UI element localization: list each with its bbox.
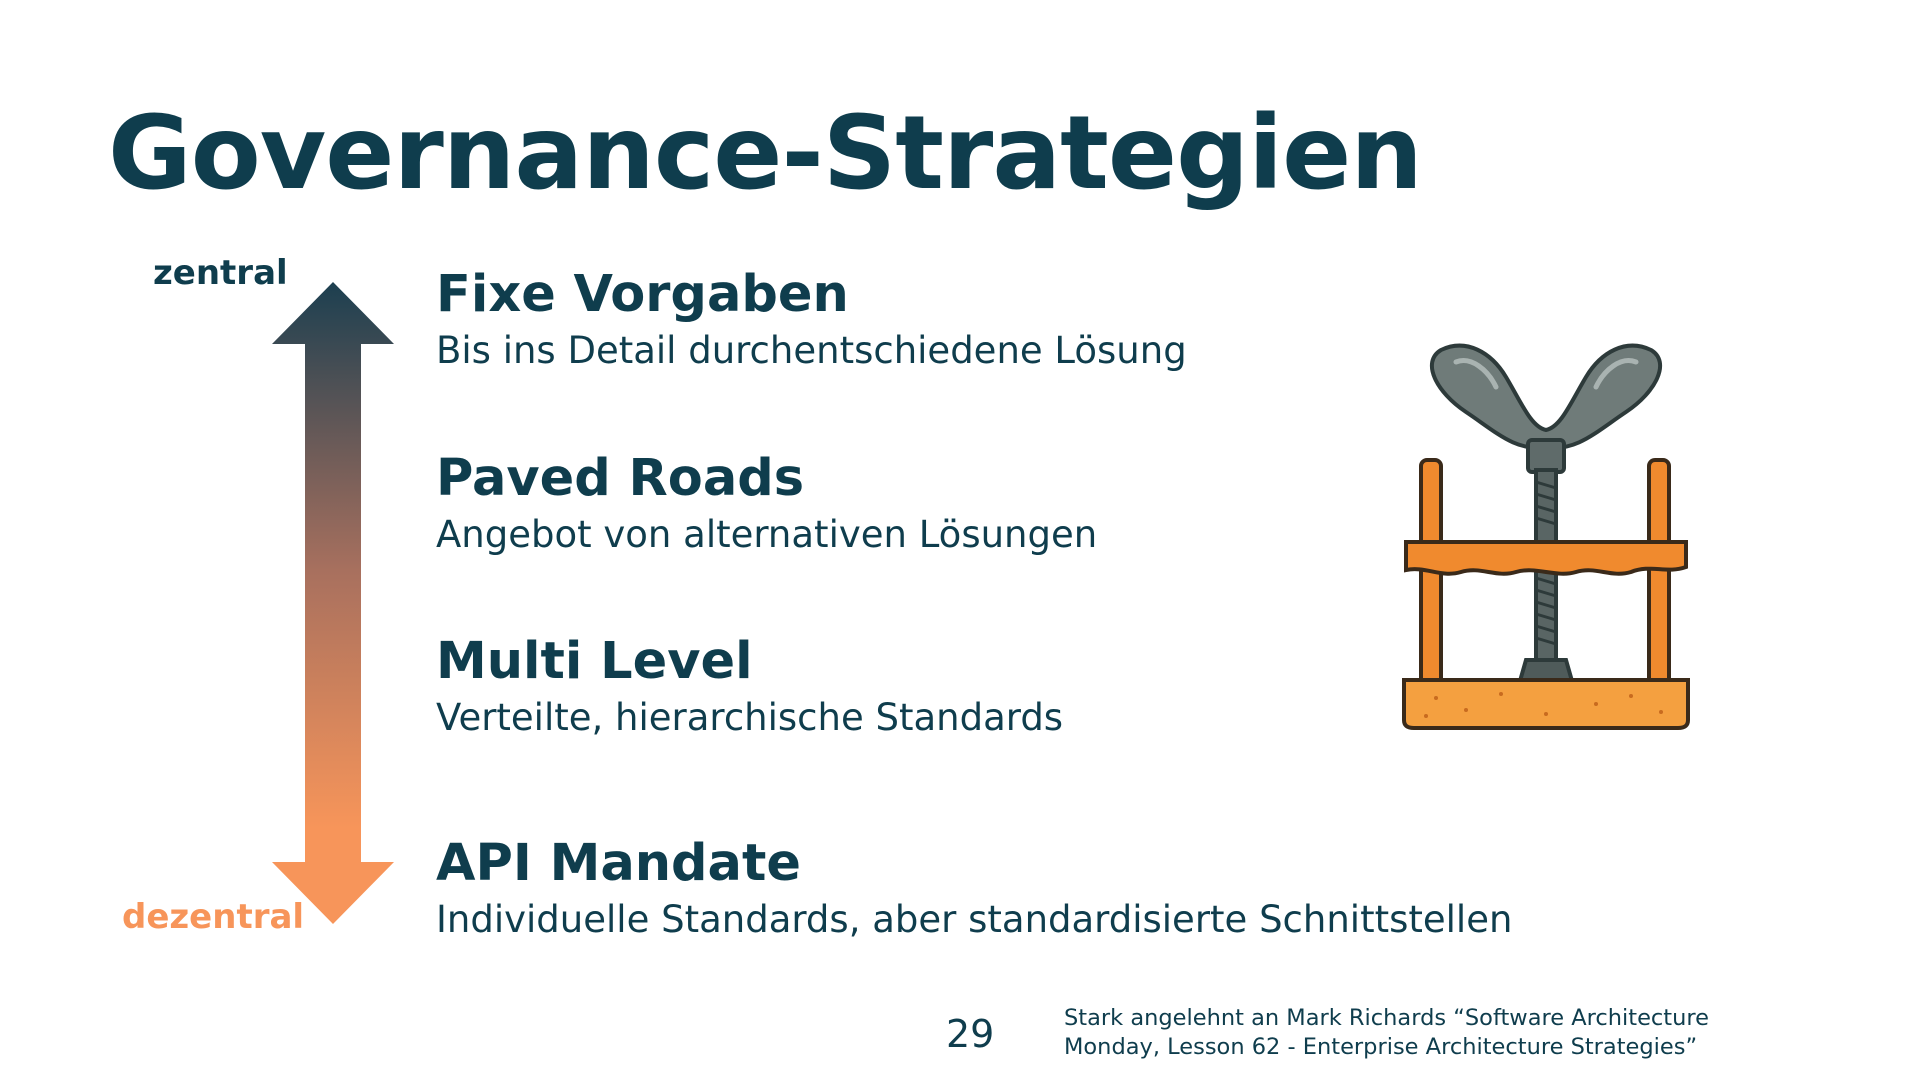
strategy-name: API Mandate xyxy=(436,834,801,893)
axis-label-central: zentral xyxy=(153,253,288,293)
strategy-description: Bis ins Detail durchentschiedene Lösung xyxy=(436,328,1187,372)
strategy-name: Fixe Vorgaben xyxy=(436,265,849,324)
page-title: Governance-Strategien xyxy=(108,94,1422,213)
screw-press-icon xyxy=(1396,342,1696,742)
citation-line: Stark angelehnt an Mark Richards “Software Architecture xyxy=(1064,1005,1709,1031)
strategy-name: Multi Level xyxy=(436,632,753,691)
axis-label-decentral: dezentral xyxy=(122,897,305,937)
strategy-api-mandate xyxy=(436,835,1512,944)
strategy-description: Verteilte, hierarchische Standards xyxy=(436,695,1064,739)
strategy-description: Angebot von alternativen Lösungen xyxy=(436,512,1098,556)
citation xyxy=(1064,1004,1709,1063)
strategy-multi-level xyxy=(436,633,1063,742)
strategy-description: Individuelle Standards, aber standardisierte Schnittstellen xyxy=(436,897,1513,941)
strategy-name: Paved Roads xyxy=(436,449,805,508)
strategy-paved-roads xyxy=(436,450,1097,559)
strategy-fixe-vorgaben xyxy=(436,266,1187,375)
citation-line: Monday, Lesson 62 - Enterprise Architecture Strategies” xyxy=(1064,1034,1698,1061)
centralization-arrow-icon xyxy=(268,278,398,926)
page-number: 29 xyxy=(946,1012,995,1056)
